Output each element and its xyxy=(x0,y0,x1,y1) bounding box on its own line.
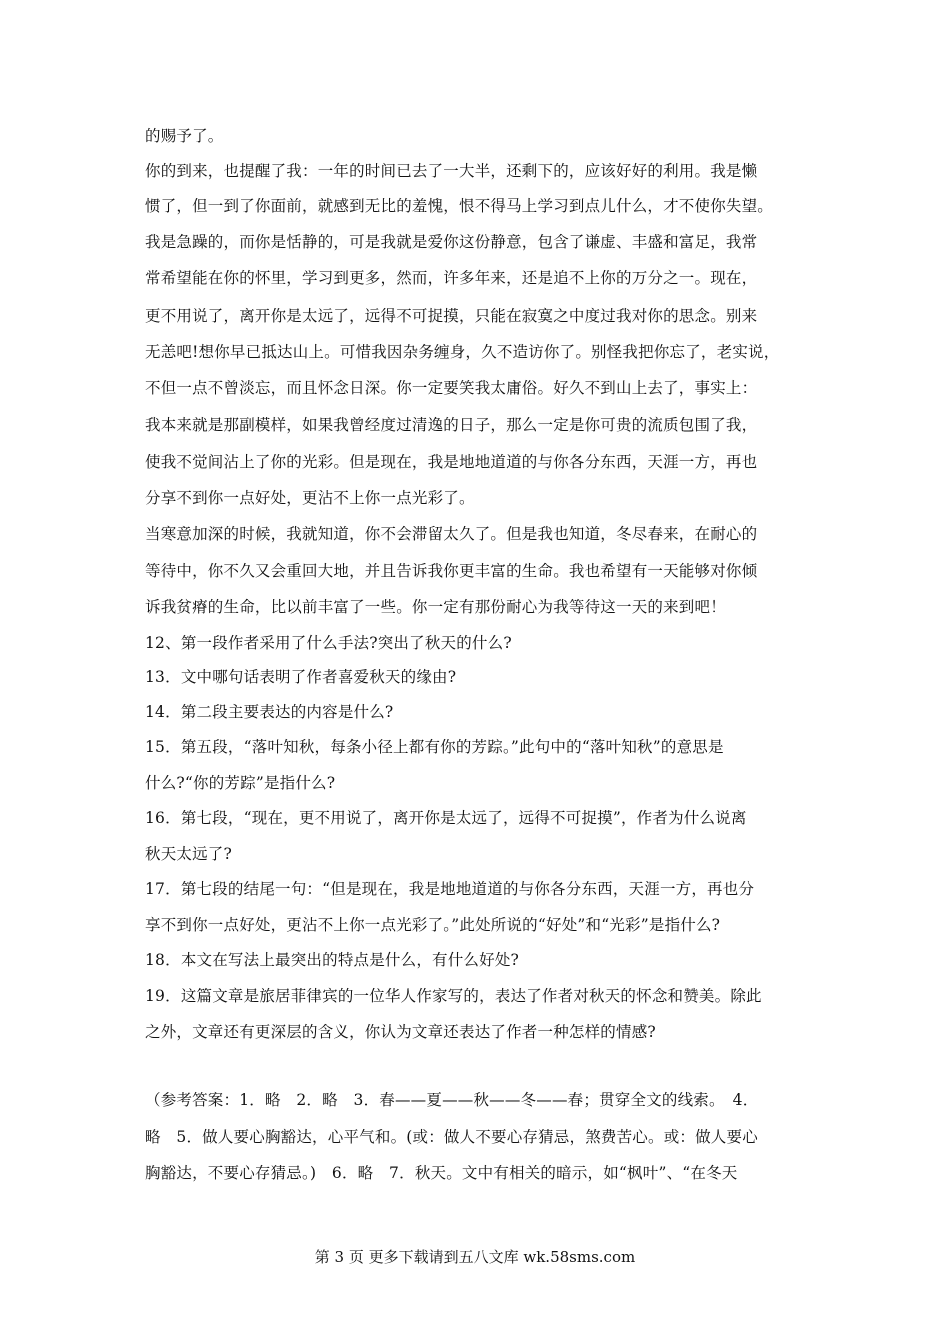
text-line: 不但一点不曾淡忘，而且怀念日深。你一定要笑我太庸俗。好久不到山上去了，事实上： xyxy=(145,379,758,397)
answer-key-line: 胸豁达，不要心存猜忌。) 6．略 7．秋天。文中有相关的暗示，如“枫叶”、“在冬天 xyxy=(145,1164,738,1182)
question-19-cont: 之外，文章还有更深层的含义，你认为文章还表达了作者一种怎样的情感? xyxy=(145,1023,656,1041)
question-16-cont: 秋天太远了? xyxy=(145,845,233,863)
text-line: 当寒意加深的时候，我就知道，你不会滞留太久了。但是我也知道，冬尽春来，在耐心的 xyxy=(145,525,758,543)
text-line: 更不用说了，离开你是太远了，远得不可捉摸，只能在寂寞之中度过我对你的思念。别来 xyxy=(145,307,758,325)
page-footer: 第 3 页 更多下载请到五八文库 wk.58sms.com xyxy=(314,1248,636,1266)
answer-key-line: 略 5．做人要心胸豁达，心平气和。(或：做人不要心存猜忌，煞费苦心。或：做人要心 xyxy=(145,1128,758,1146)
text-line: 使我不觉间沾上了你的光彩。但是现在，我是地地道道的与你各分东西，天涯一方，再也 xyxy=(145,453,758,471)
text-line: 惯了，但一到了你面前，就感到无比的羞愧，恨不得马上学习到点儿什么，才不使你失望。 xyxy=(145,197,774,215)
text-line: 我本来就是那副模样，如果我曾经度过清逸的日子，那么一定是你可贵的流质包围了我， xyxy=(145,416,758,434)
text-line: 分享不到你一点好处，更沾不上你一点光彩了。 xyxy=(145,489,475,507)
question-17: 17．第七段的结尾一句：“但是现在，我是地地道道的与你各分东西，天涯一方，再也分 xyxy=(145,880,755,898)
text-line: 的赐予了。 xyxy=(145,127,224,145)
text-line: 等待中，你不久又会重回大地，并且告诉我你更丰富的生命。我也希望有一天能够对你倾 xyxy=(145,562,758,580)
text-line: 无恙吧!想你早已抵达山上。可惜我因杂务缠身，久不造访你了。别怪我把你忘了，老实说， xyxy=(145,343,780,361)
question-12: 12、第一段作者采用了什么手法?突出了秋天的什么? xyxy=(145,634,512,652)
question-17-cont: 享不到你一点好处，更沾不上你一点光彩了。”此处所说的“好处”和“光彩”是指什么? xyxy=(145,916,721,934)
question-13: 13．文中哪句话表明了作者喜爱秋天的缘由? xyxy=(145,668,457,686)
text-line: 常希望能在你的怀里，学习到更多，然而，许多年来，还是追不上你的万分之一。现在， xyxy=(145,269,758,287)
answer-key-line: （参考答案：1．略 2．略 3．春——夏——秋——冬——春；贯穿全文的线索。 4． xyxy=(145,1091,759,1109)
question-15-cont: 什么?“你的芳踪”是指什么? xyxy=(145,774,336,792)
text-line: 我是急躁的，而你是恬静的，可是我就是爱你这份静意，包含了谦虚、丰盛和富足，我常 xyxy=(145,233,758,251)
question-18: 18．本文在写法上最突出的特点是什么，有什么好处? xyxy=(145,951,520,969)
question-19: 19．这篇文章是旅居菲律宾的一位华人作家写的，表达了作者对秋天的怀念和赞美。除此 xyxy=(145,987,762,1005)
text-line: 诉我贫瘠的生命，比以前丰富了一些。你一定有那份耐心为我等待这一天的来到吧！ xyxy=(145,598,726,616)
question-15: 15．第五段，“落叶知秋，每条小径上都有你的芳踪。”此句中的“落叶知秋”的意思是 xyxy=(145,738,724,756)
question-16: 16．第七段，“现在，更不用说了，离开你是太远了，远得不可捉摸”，作者为什么说离 xyxy=(145,809,747,827)
text-line: 你的到来，也提醒了我：一年的时间已去了一大半，还剩下的，应该好好的利用。我是懒 xyxy=(145,162,758,180)
question-14: 14．第二段主要表达的内容是什么? xyxy=(145,703,394,721)
